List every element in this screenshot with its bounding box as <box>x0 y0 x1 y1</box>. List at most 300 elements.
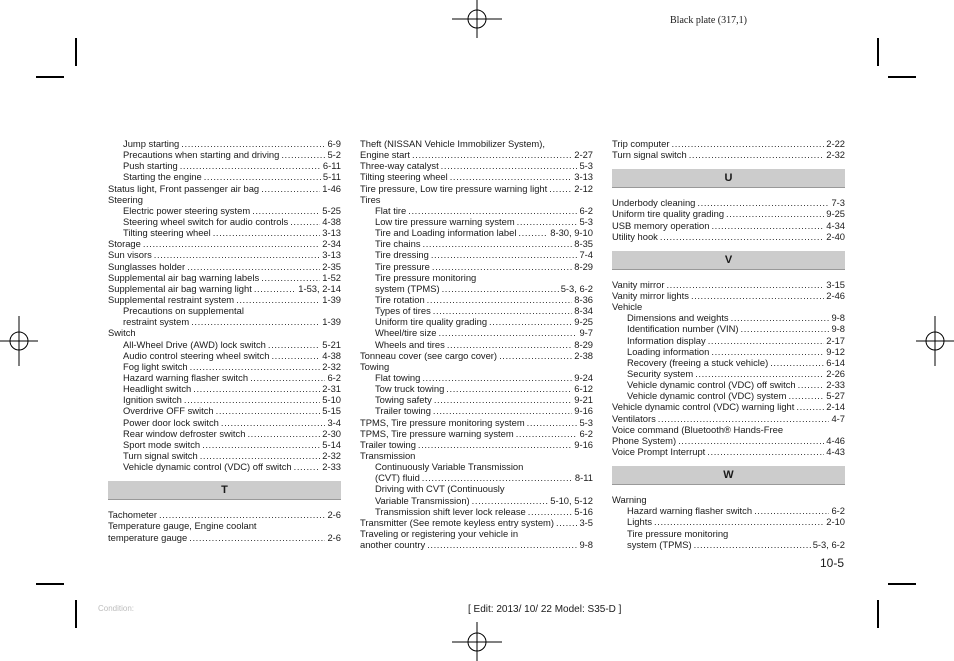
dot-leader <box>271 350 320 361</box>
section-letter-header: T <box>108 481 341 500</box>
dot-leader <box>432 261 572 272</box>
index-entry <box>612 279 845 290</box>
entry-page-ref: 5-3 <box>579 416 593 428</box>
entry-page-ref: 4-38 <box>322 349 341 361</box>
entry-term: Overdrive OFF switch <box>123 405 214 417</box>
index-entry <box>108 509 341 520</box>
entry-page-ref: 8-29 <box>574 260 593 272</box>
dot-leader <box>213 227 321 238</box>
entry-page-ref: 5-11 <box>322 171 341 183</box>
entry-term: Supplemental air bag warning light <box>108 282 252 294</box>
entry-term: Flat tire <box>375 204 407 216</box>
crop-mark <box>877 600 879 628</box>
entry-term: Tire dressing <box>375 249 429 261</box>
dot-leader <box>658 413 830 424</box>
index-subentry <box>360 305 593 316</box>
index-heading: Steering <box>108 193 143 205</box>
dot-leader <box>281 149 325 160</box>
index-heading: Traveling or registering your vehicle in <box>360 527 519 539</box>
index-subentry-text: Tire pressure monitoring <box>375 271 477 283</box>
entry-term: Engine start <box>360 149 411 161</box>
index-subentry <box>108 383 341 394</box>
entry-term: Vanity mirror lights <box>612 289 689 301</box>
entry-term: Push starting <box>123 160 178 172</box>
entry-term: Vanity mirror <box>612 278 665 290</box>
dot-leader <box>796 401 824 412</box>
dot-leader <box>422 472 573 483</box>
entry-term: Underbody cleaning <box>612 197 696 209</box>
dot-leader <box>438 327 577 338</box>
dot-leader <box>187 261 320 272</box>
index-entry <box>108 261 341 272</box>
dot-leader <box>731 312 830 323</box>
index-subentry <box>108 316 341 327</box>
dot-leader <box>290 216 320 227</box>
entry-page-ref: 2-32 <box>826 149 845 161</box>
plate-label: Black plate (317,1) <box>670 15 747 26</box>
dot-leader <box>294 461 321 472</box>
dot-leader <box>518 227 548 238</box>
index-heading: Warning <box>612 494 647 506</box>
entry-term: (CVT) fluid <box>375 472 420 484</box>
entry-page-ref: 3-5 <box>579 516 593 528</box>
entry-term: Vehicle dynamic control (VDC) warning light <box>612 401 795 413</box>
index-subentry <box>612 516 845 527</box>
entry-term: another country <box>360 539 426 551</box>
entry-page-ref: 5-10, 5-12 <box>550 494 593 506</box>
dot-leader <box>441 160 578 171</box>
dot-leader <box>711 346 824 357</box>
index-subentry <box>108 372 341 383</box>
index-subentry <box>108 205 341 216</box>
index-heading: Transmission <box>360 449 416 461</box>
dot-leader <box>798 379 825 390</box>
entry-term: Tire and Loading information label <box>375 227 517 239</box>
entry-page-ref: 2-6 <box>327 509 341 521</box>
entry-term: Loading information <box>627 345 710 357</box>
index-heading: Towing <box>360 360 390 372</box>
crop-mark <box>877 38 879 66</box>
dot-leader <box>433 405 572 416</box>
index-subentry <box>108 361 341 372</box>
index-subentry <box>108 138 341 149</box>
entry-page-ref: 1-53, 2-14 <box>298 282 341 294</box>
entry-page-ref: 2-38 <box>574 349 593 361</box>
index-entry <box>612 138 845 149</box>
entry-page-ref: 4-43 <box>826 445 845 457</box>
entry-page-ref: 2-34 <box>322 238 341 250</box>
dot-leader <box>671 138 824 149</box>
entry-term: Tilting steering wheel <box>360 171 448 183</box>
dot-leader <box>472 495 549 506</box>
entry-page-ref: 5-3, 6-2 <box>812 538 845 550</box>
entry-page-ref: 6-14 <box>826 356 845 368</box>
entry-page-ref: 2-22 <box>826 138 845 149</box>
index-subentry <box>108 461 341 472</box>
dot-leader <box>527 417 578 428</box>
index-entry <box>612 149 845 160</box>
crop-mark <box>75 600 77 628</box>
index-entry <box>360 428 593 439</box>
entry-page-ref: 2-46 <box>826 289 845 301</box>
index-entry <box>612 413 845 424</box>
dot-leader <box>423 238 573 249</box>
entry-term: Rear window defroster switch <box>123 427 246 439</box>
dot-leader <box>788 390 824 401</box>
dot-leader <box>434 394 572 405</box>
entry-term: Flat towing <box>375 371 421 383</box>
index-subentry-text: Driving with CVT (Continuously <box>375 483 505 495</box>
dot-leader <box>154 249 320 260</box>
index-heading: Temperature gauge, Engine coolant <box>108 520 257 532</box>
index-subentry <box>612 312 845 323</box>
entry-term: Jump starting <box>123 138 180 149</box>
entry-term: Vehicle dynamic control (VDC) off switch <box>627 379 796 391</box>
index-entry <box>612 290 845 301</box>
index-subentry <box>360 394 593 405</box>
entry-term: system (TPMS) <box>627 538 692 550</box>
index-heading: Voice command (Bluetooth® Hands-Free <box>612 423 784 435</box>
dot-leader <box>204 171 321 182</box>
entry-term: Three-way catalyst <box>360 160 439 172</box>
entry-term: Variable Transmission) <box>375 494 470 506</box>
index-subentry <box>108 171 341 182</box>
index-subentry-text: Tire pressure monitoring <box>627 527 729 539</box>
dot-leader <box>189 532 325 543</box>
index-subentry <box>360 383 593 394</box>
entry-page-ref: 5-3, 6-2 <box>560 282 593 294</box>
entry-page-ref: 9-7 <box>579 327 593 339</box>
entry-page-ref: 4-38 <box>322 215 341 227</box>
index-entry <box>108 238 341 249</box>
index-subentry <box>360 405 593 416</box>
entry-page-ref: 2-32 <box>322 360 341 372</box>
entry-page-ref: 4-46 <box>826 434 845 446</box>
index-entry <box>360 417 593 428</box>
entry-page-ref: 6-12 <box>574 383 593 395</box>
index-subentry <box>360 495 593 506</box>
entry-term: Low tire pressure warning system <box>375 215 515 227</box>
entry-page-ref: 1-46 <box>322 182 341 194</box>
index-subentry <box>108 450 341 461</box>
dot-leader <box>431 249 578 260</box>
index-subentry <box>360 472 593 483</box>
entry-page-ref: 5-25 <box>322 204 341 216</box>
index-subentry <box>360 372 593 383</box>
entry-term: Uniform tire quality grading <box>375 316 488 328</box>
dot-leader <box>181 138 325 149</box>
entry-term: Supplemental air bag warning labels <box>108 271 260 283</box>
dot-leader <box>427 294 573 305</box>
section-letter-header: U <box>612 169 845 188</box>
dot-leader <box>517 216 578 227</box>
entry-page-ref: 2-31 <box>322 383 341 395</box>
condition-label: Condition: <box>98 604 135 613</box>
entry-page-ref: 9-24 <box>574 371 593 383</box>
dot-leader <box>202 439 320 450</box>
index-subentry <box>612 505 845 516</box>
dot-leader <box>442 283 559 294</box>
index-subentry <box>612 357 845 368</box>
entry-page-ref: 7-3 <box>831 197 845 209</box>
crop-mark <box>36 76 64 78</box>
index-subentry <box>612 539 845 550</box>
index-entry <box>360 350 593 361</box>
index-entry <box>612 435 845 446</box>
entry-page-ref: 3-13 <box>322 227 341 239</box>
dot-leader <box>711 220 824 231</box>
dot-leader <box>418 439 572 450</box>
entry-page-ref: 8-35 <box>574 238 593 250</box>
index-subentry <box>612 379 845 390</box>
index-subentry <box>360 283 593 294</box>
index-subentry-text: Precautions on supplemental <box>123 305 244 317</box>
entry-term: Ventilators <box>612 412 656 424</box>
entry-page-ref: 6-2 <box>579 427 593 439</box>
dot-leader <box>190 361 321 372</box>
entry-page-ref: 2-30 <box>322 427 341 439</box>
entry-page-ref: 2-10 <box>826 516 845 528</box>
index-subentry <box>108 394 341 405</box>
dot-leader <box>261 183 320 194</box>
entry-page-ref: 6-9 <box>327 138 341 149</box>
dot-leader <box>549 183 572 194</box>
dot-leader <box>450 171 573 182</box>
index-subentry <box>612 346 845 357</box>
entry-term: Phone System) <box>612 434 677 446</box>
entry-term: Supplemental restraint system <box>108 293 235 305</box>
index-entry <box>612 220 845 231</box>
entry-page-ref: 9-21 <box>574 394 593 406</box>
entry-page-ref: 8-34 <box>574 305 593 317</box>
dot-leader <box>236 294 320 305</box>
entry-term: TPMS, Tire pressure monitoring system <box>360 416 525 428</box>
index-heading: Theft (NISSAN Vehicle Immobilizer System), <box>360 138 545 149</box>
entry-page-ref: 4-7 <box>831 412 845 424</box>
entry-page-ref: 9-8 <box>579 539 593 551</box>
entry-page-ref: 6-11 <box>322 160 341 172</box>
entry-term: Hazard warning flasher switch <box>627 505 753 517</box>
registration-mark-bottom <box>452 622 502 661</box>
dot-leader <box>433 305 572 316</box>
entry-page-ref: 1-52 <box>322 271 341 283</box>
entry-term: Storage <box>108 238 141 250</box>
entry-term: Status light, Front passenger air bag <box>108 182 260 194</box>
dot-leader <box>184 394 320 405</box>
index-subentry <box>360 316 593 327</box>
dot-leader <box>697 197 829 208</box>
entry-page-ref: 2-35 <box>322 260 341 272</box>
entry-page-ref: 2-26 <box>826 367 845 379</box>
index-subentry <box>108 149 341 160</box>
entry-term: Information display <box>627 334 706 346</box>
index-entry <box>360 439 593 450</box>
entry-term: Electric power steering system <box>123 204 251 216</box>
dot-leader <box>499 350 572 361</box>
dot-leader <box>694 539 811 550</box>
index-subentry <box>108 439 341 450</box>
entry-term: Sunglasses holder <box>108 260 186 272</box>
entry-page-ref: 5-21 <box>322 338 341 350</box>
entry-page-ref: 2-27 <box>574 149 593 161</box>
entry-page-ref: 5-3 <box>579 215 593 227</box>
dot-leader <box>180 160 321 171</box>
dot-leader <box>200 450 321 461</box>
entry-term: Transmitter (See remote keyless entry system) <box>360 516 554 528</box>
entry-page-ref: 5-14 <box>322 438 341 450</box>
index-subentry <box>612 368 845 379</box>
index-subentry <box>108 405 341 416</box>
entry-page-ref: 4-34 <box>826 219 845 231</box>
index-subentry <box>108 428 341 439</box>
index-subentry <box>360 227 593 238</box>
entry-page-ref: 2-32 <box>322 449 341 461</box>
entry-term: Turn signal switch <box>123 449 198 461</box>
index-entry <box>612 446 845 457</box>
index-subentry <box>108 227 341 238</box>
entry-page-ref: 5-15 <box>322 405 341 417</box>
index-subentry <box>108 417 341 428</box>
section-letter-header: V <box>612 251 845 270</box>
entry-term: TPMS, Tire pressure warning system <box>360 427 514 439</box>
index-subentry-text: Continuously Variable Transmission <box>375 461 524 473</box>
entry-page-ref: 5-3 <box>579 160 593 172</box>
dot-leader <box>754 505 829 516</box>
page-number: 10-5 <box>820 556 845 570</box>
entry-page-ref: 6-2 <box>831 505 845 517</box>
crop-mark <box>36 583 64 585</box>
entry-term: Identification number (VIN) <box>627 323 739 335</box>
index-entry <box>108 183 341 194</box>
index-entry <box>360 539 593 550</box>
dot-leader <box>221 417 326 428</box>
entry-page-ref: 2-12 <box>574 182 593 194</box>
entry-page-ref: 1-39 <box>322 316 341 328</box>
registration-mark-top <box>452 0 502 40</box>
entry-term: Turn signal switch <box>612 149 687 161</box>
index-entry <box>612 231 845 242</box>
entry-page-ref: 3-4 <box>327 416 341 428</box>
entry-term: All-Wheel Drive (AWD) lock switch <box>123 338 266 350</box>
edit-info: [ Edit: 2013/ 10/ 22 Model: S35-D ] <box>468 604 622 615</box>
entry-term: Tire chains <box>375 238 421 250</box>
entry-term: Security system <box>627 367 694 379</box>
dot-leader <box>159 509 325 520</box>
entry-page-ref: 9-12 <box>826 345 845 357</box>
entry-term: Tonneau cover (see cargo cover) <box>360 349 498 361</box>
entry-term: Vehicle dynamic control (VDC) system <box>627 390 787 402</box>
entry-page-ref: 9-8 <box>831 323 845 335</box>
dot-leader <box>254 283 296 294</box>
index-entry <box>108 532 341 543</box>
index-entry <box>360 149 593 160</box>
entry-term: USB memory operation <box>612 219 710 231</box>
index-entry <box>612 401 845 412</box>
dot-leader <box>556 517 577 528</box>
dot-leader <box>447 339 572 350</box>
entry-page-ref: 8-36 <box>574 293 593 305</box>
dot-leader <box>191 316 320 327</box>
entry-page-ref: 3-13 <box>574 171 593 183</box>
entry-term: Vehicle dynamic control (VDC) off switch <box>123 461 292 473</box>
index-subentry <box>360 506 593 517</box>
entry-page-ref: 9-16 <box>574 405 593 417</box>
entry-term: Precautions when starting and driving <box>123 149 280 161</box>
entry-page-ref: 5-16 <box>574 505 593 517</box>
entry-term: Ignition switch <box>123 394 182 406</box>
index-column-2 <box>360 138 593 550</box>
index-entry <box>360 517 593 528</box>
index-subentry <box>360 339 593 350</box>
dot-leader <box>412 149 572 160</box>
index-subentry <box>360 261 593 272</box>
entry-page-ref: 6-2 <box>327 371 341 383</box>
entry-term: Fog light switch <box>123 360 188 372</box>
entry-term: Types of tires <box>375 305 431 317</box>
entry-term: Utility hook <box>612 230 658 242</box>
entry-term: Sport mode switch <box>123 438 201 450</box>
index-entry <box>360 183 593 194</box>
entry-term: Trailer towing <box>375 405 431 417</box>
entry-page-ref: 9-25 <box>826 208 845 220</box>
entry-page-ref: 2-33 <box>322 461 341 473</box>
dot-leader <box>678 435 824 446</box>
index-subentry <box>360 238 593 249</box>
dot-leader <box>695 368 824 379</box>
index-subentry <box>612 335 845 346</box>
entry-term: Towing safety <box>375 394 432 406</box>
entry-term: Wheels and tires <box>375 338 445 350</box>
dot-leader <box>654 516 824 527</box>
crop-mark <box>75 38 77 66</box>
entry-term: Tachometer <box>108 509 157 521</box>
index-subentry <box>108 339 341 350</box>
index-subentry <box>108 160 341 171</box>
index-subentry <box>360 216 593 227</box>
entry-term: Voice Prompt Interrupt <box>612 445 706 457</box>
index-subentry <box>108 216 341 227</box>
entry-term: Sun visors <box>108 249 152 261</box>
entry-page-ref: 5-27 <box>826 390 845 402</box>
entry-term: Tow truck towing <box>375 383 445 395</box>
dot-leader <box>422 372 572 383</box>
entry-page-ref: 2-33 <box>826 379 845 391</box>
entry-term: temperature gauge <box>108 531 188 543</box>
dot-leader <box>216 405 321 416</box>
entry-term: Tilting steering wheel <box>123 227 211 239</box>
dot-leader <box>250 372 325 383</box>
dot-leader <box>666 279 824 290</box>
dot-leader <box>770 357 824 368</box>
section-letter-header: W <box>612 466 845 485</box>
entry-page-ref: 9-25 <box>574 316 593 328</box>
dot-leader <box>707 446 824 457</box>
index-entry <box>108 294 341 305</box>
registration-mark-left <box>0 316 40 366</box>
entry-term: Power door lock switch <box>123 416 219 428</box>
entry-term: Trailer towing <box>360 438 416 450</box>
registration-mark-right <box>914 316 954 366</box>
entry-page-ref: 2-40 <box>826 230 845 242</box>
dot-leader <box>408 205 577 216</box>
dot-leader <box>528 506 572 517</box>
entry-term: Starting the engine <box>123 171 202 183</box>
entry-term: restraint system <box>123 316 190 328</box>
index-entry <box>108 249 341 260</box>
entry-page-ref: 1-39 <box>322 293 341 305</box>
entry-term: Wheel/tire size <box>375 327 437 339</box>
entry-page-ref: 3-13 <box>322 249 341 261</box>
